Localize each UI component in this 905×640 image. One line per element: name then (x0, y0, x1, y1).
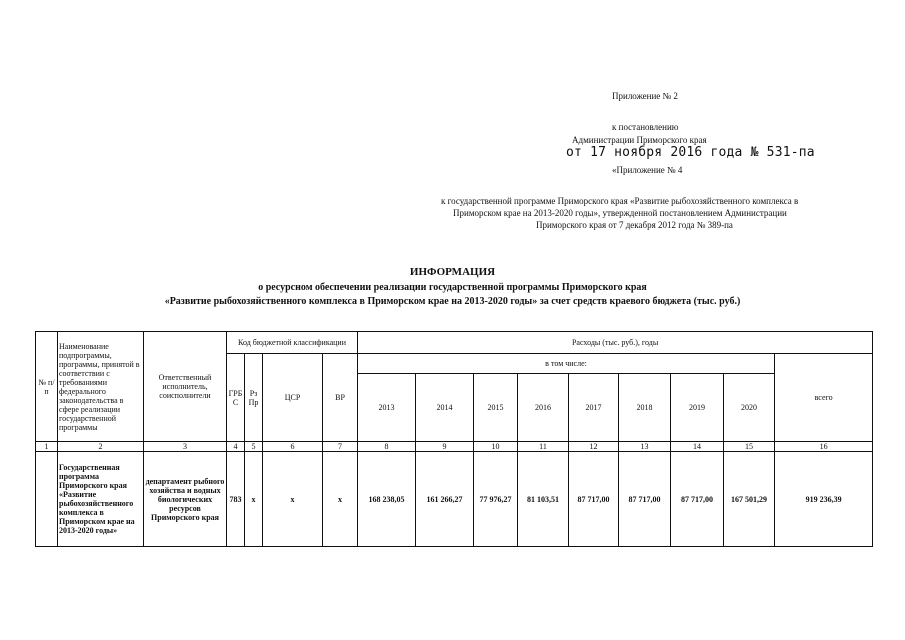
header-year: 2015 (474, 374, 518, 442)
column-number: 9 (416, 442, 474, 452)
table-row (36, 452, 873, 547)
header-year: 2019 (671, 374, 724, 442)
row-num (36, 452, 58, 547)
column-number: 6 (263, 442, 323, 452)
column-number: 11 (518, 442, 569, 452)
column-number: 1 (36, 442, 58, 452)
document-subtitle-line-1: о ресурсном обеспечении реализации государственной программы Приморского края (258, 282, 647, 293)
column-numbers-row (36, 442, 873, 452)
row-value-2020: 167 501,29 (724, 452, 775, 547)
row-value-2018: 87 717,00 (619, 452, 671, 547)
row-value-2019: 87 717,00 (671, 452, 724, 547)
column-number: 8 (358, 442, 416, 452)
row-vr: х (323, 452, 358, 547)
header-year: 2014 (416, 374, 474, 442)
header-vr: ВР (323, 354, 358, 442)
header-year: 2017 (569, 374, 619, 442)
header-year: 2016 (518, 374, 569, 442)
row-value-2013: 168 238,05 (358, 452, 416, 547)
to-resolution-text: к постановлению (612, 122, 679, 132)
row-program-name: Государственная программа Приморского края «Развитие рыбохозяйственного комплекса в Приморском крае на 2013-2020 годы» (58, 452, 144, 547)
administration-text: Администрации Приморского края (572, 135, 707, 145)
header-year: 2013 (358, 374, 416, 442)
column-number: 7 (323, 442, 358, 452)
column-number: 10 (474, 442, 518, 452)
column-number: 3 (144, 442, 227, 452)
resource-table (35, 331, 873, 547)
row-total: 919 236,39 (775, 452, 873, 547)
header-rzpr: Рз Пр (245, 354, 263, 442)
column-number: 12 (569, 442, 619, 452)
program-ref-line-3: Приморского края от 7 декабря 2012 года № 389-па (536, 220, 733, 230)
header-total: всего (775, 354, 873, 442)
document-title: ИНФОРМАЦИЯ (409, 266, 496, 278)
table-header-row-1 (36, 332, 873, 354)
resolution-date-number: от 17 ноября 2016 года № 531-па (566, 145, 815, 160)
column-number: 14 (671, 442, 724, 452)
document-subtitle-line-2: «Развитие рыбохозяйственного комплекса в Приморском крае на 2013-2020 годы» за счет средств краевого бюджета (тыс. руб.) (164, 296, 741, 307)
header-num: № п/п (36, 332, 58, 442)
row-value-2014: 161 266,27 (416, 452, 474, 547)
column-number: 15 (724, 442, 775, 452)
column-number: 4 (227, 442, 245, 452)
header-executor: Ответственный исполнитель, соисполнители (144, 332, 227, 442)
row-rzpr: х (245, 452, 263, 547)
header-name: Наименование подпрограммы, программы, принятой в соответствии с требованиями федерального законодательства в сфере реализации государственной программы (58, 332, 144, 442)
column-number: 2 (58, 442, 144, 452)
row-value-2017: 87 717,00 (569, 452, 619, 547)
header-year: 2020 (724, 374, 775, 442)
program-ref-line-2: Приморском крае на 2013-2020 годы», утвержденной постановлением Администрации (453, 208, 787, 218)
column-number: 13 (619, 442, 671, 452)
column-number: 5 (245, 442, 263, 452)
row-value-2015: 77 976,27 (474, 452, 518, 547)
header-year: 2018 (619, 374, 671, 442)
column-number: 16 (775, 442, 873, 452)
header-including: в том числе: (358, 354, 775, 374)
program-ref-line-1: к государственной программе Приморского края «Развитие рыбохозяйственного комплекса в (441, 196, 799, 206)
header-budget-code: Код бюджетной классификации (227, 332, 358, 354)
row-executor: департамент рыбного хозяйства и водных биологических ресурсов Приморского края (144, 452, 227, 547)
row-value-2016: 81 103,51 (518, 452, 569, 547)
row-csr: х (263, 452, 323, 547)
appendix-number: Приложение № 2 (612, 91, 678, 101)
header-csr: ЦСР (263, 354, 323, 442)
header-grbs: ГРБ С (227, 354, 245, 442)
row-grbs: 783 (227, 452, 245, 547)
header-expenses: Расходы (тыс. руб.), годы (358, 332, 873, 354)
appendix-4-text: «Приложение № 4 (612, 165, 683, 175)
